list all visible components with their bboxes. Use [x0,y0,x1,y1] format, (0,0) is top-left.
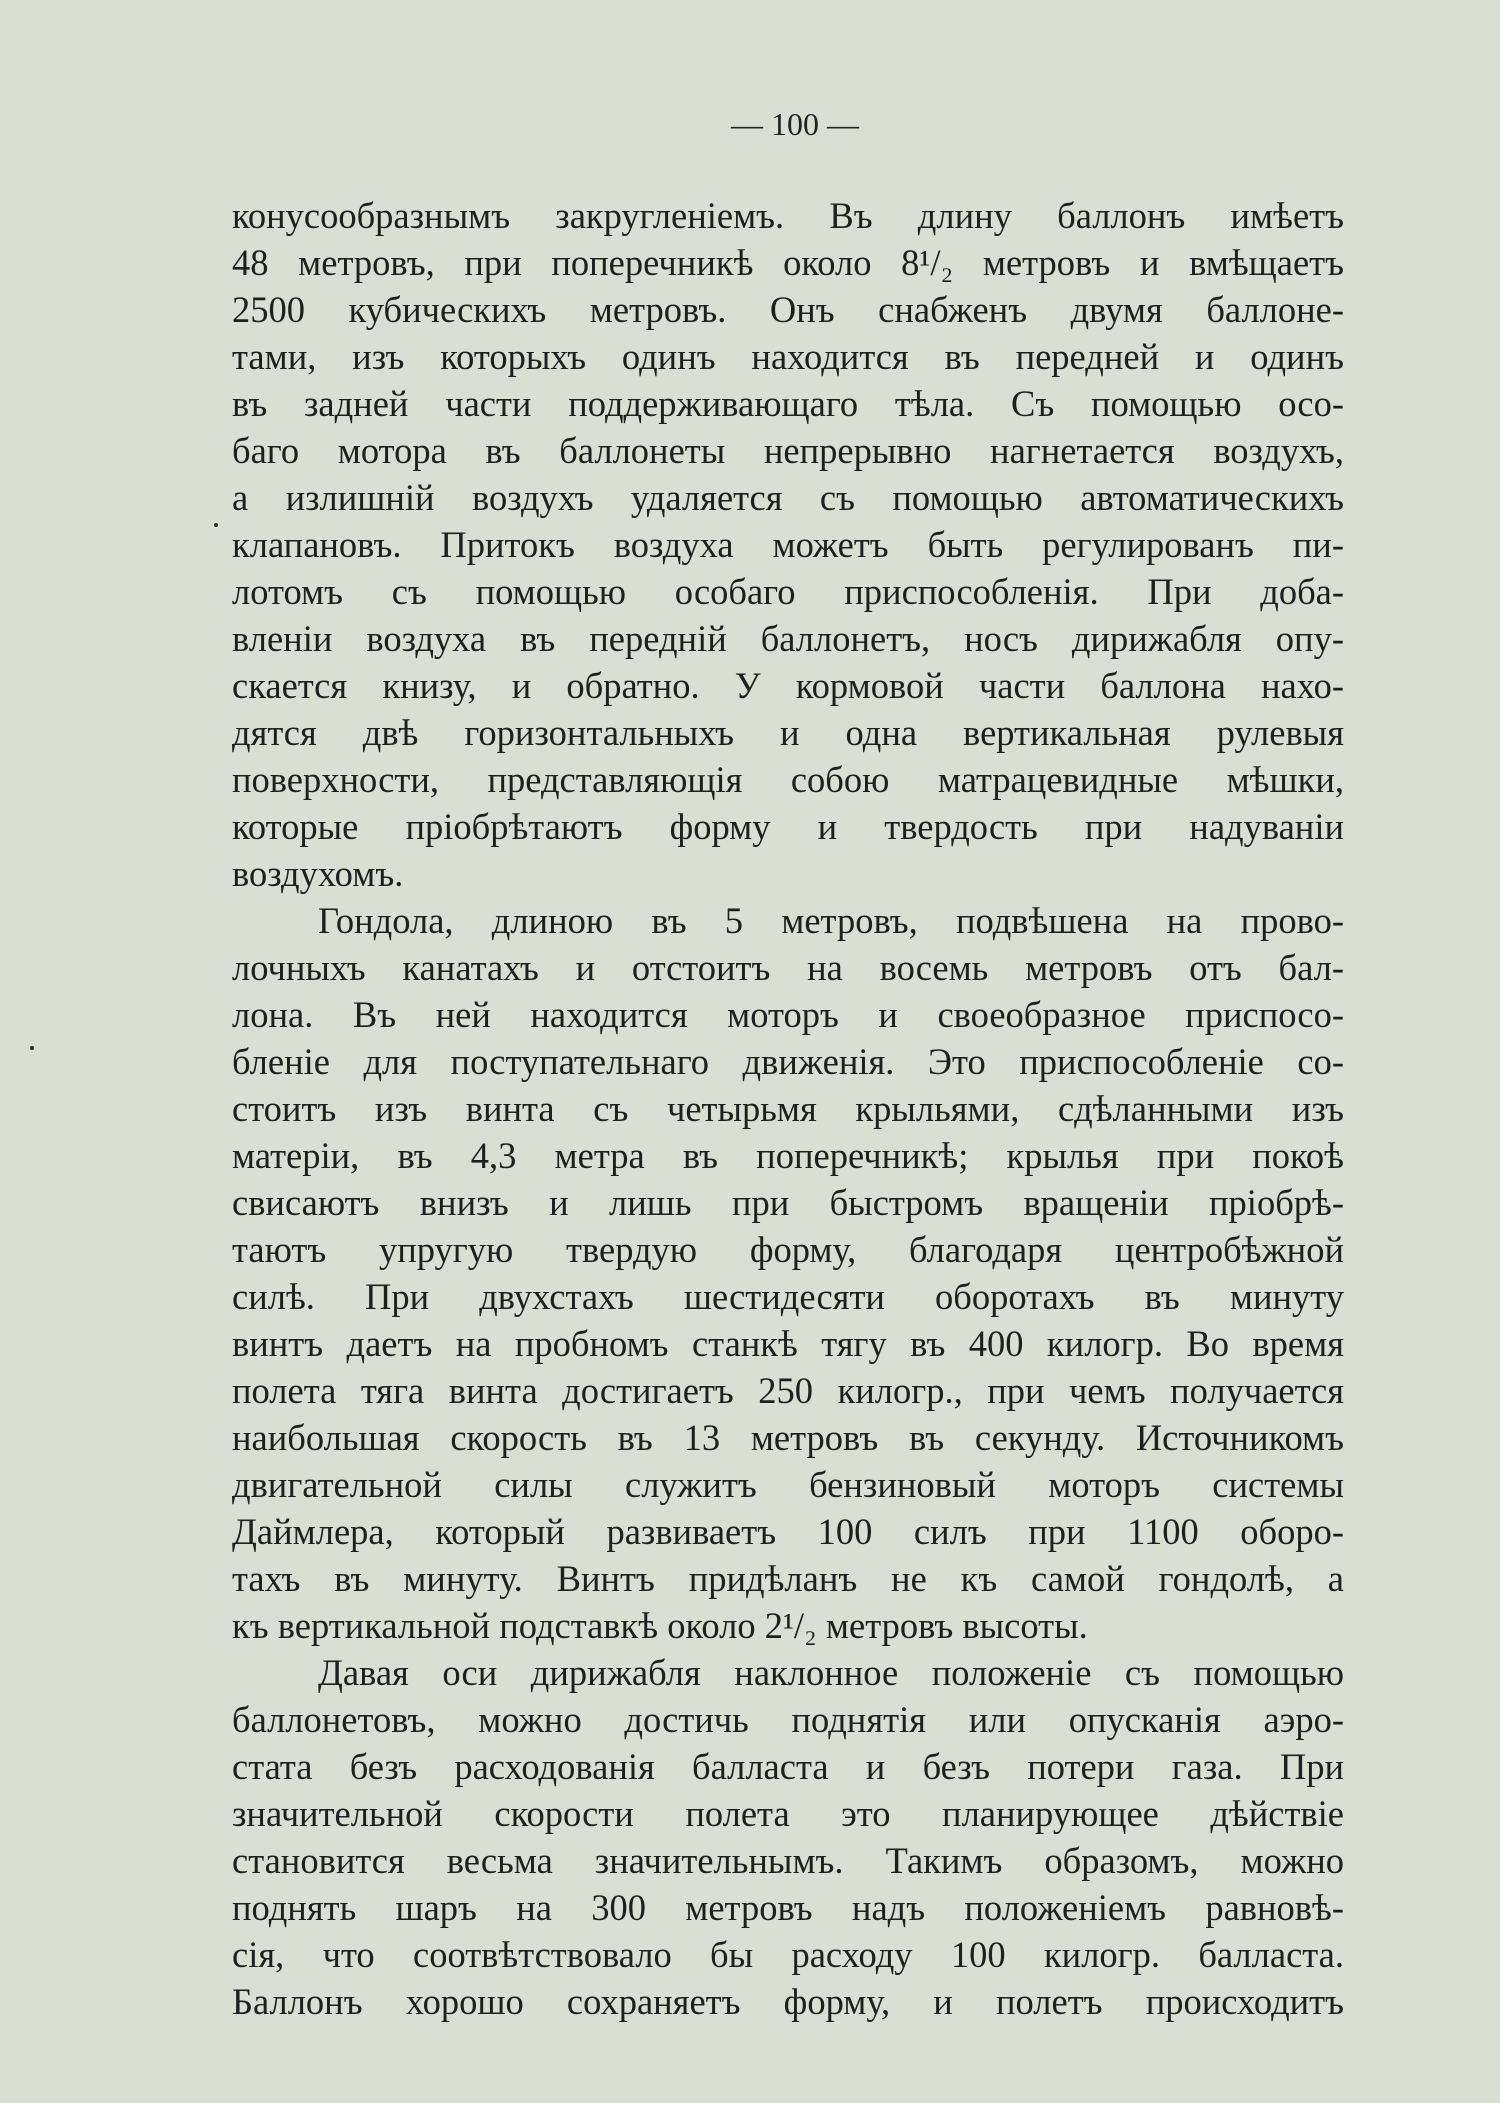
text-line: бленіе для поступательнаго движенія. Это приспособленіе со- [232,1041,1344,1082]
text-line: матеріи, въ 4,3 метра въ поперечникѣ; крылья при покоѣ [232,1135,1344,1176]
text-line: двигательной силы служитъ бензиновый моторъ системы [232,1464,1344,1505]
text-line: поднять шаръ на 300 метровъ надъ положеніемъ равновѣ- [232,1887,1344,1928]
text-line: клапановъ. Притокъ воздуха можетъ быть регулированъ пи- [232,524,1344,565]
text-line: полета тяга винта достигаетъ 250 килогр., при чемъ получается [232,1370,1344,1411]
text-line: 48 метровъ, при поперечникѣ около 8¹/₂ метровъ и вмѣщаетъ [232,242,1344,283]
text-line: скается книзу, и обратно. У кормовой части баллона нахо- [232,665,1344,706]
text-line: свисаютъ внизъ и лишь при быстромъ вращеніи пріобрѣ- [232,1182,1344,1223]
text-line: стата безъ расходованія балласта и безъ потери газа. При [232,1746,1344,1787]
text-line: таютъ упругую твердую форму, благодаря центробѣжной [232,1229,1344,1270]
print-speck [214,523,218,527]
text-line: сія, что соотвѣтствовало бы расходу 100 килогр. балласта. [232,1934,1344,1975]
text-line: становится весьма значительнымъ. Такимъ образомъ, можно [232,1840,1344,1881]
text-line: дятся двѣ горизонтальныхъ и одна вертикальная рулевыя [232,712,1344,753]
text-line: винтъ даетъ на пробномъ станкѣ тягу въ 400 килогр. Во время [232,1323,1344,1364]
text-line: а излишній воздухъ удаляется съ помощью автоматическихъ [232,477,1344,518]
text-line: которые пріобрѣтаютъ форму и твердость при надуваніи [232,806,1344,847]
text-line: тами, изъ которыхъ одинъ находится въ передней и одинъ [232,336,1344,377]
text-line: баллонетовъ, можно достичь поднятія или опусканія аэро- [232,1699,1344,1740]
text-line: конусообразнымъ закругленіемъ. Въ длину баллонъ имѣетъ [232,195,1344,236]
text-line: Даймлера, который развиваетъ 100 силъ при 1100 оборо- [232,1511,1344,1552]
text-line: въ задней части поддерживающаго тѣла. Съ помощью осо- [232,383,1344,424]
text-line: къ вертикальной подставкѣ около 2¹/₂ метровъ высоты. [232,1605,1088,1646]
body-text [232,192,1344,2025]
text-line: стоитъ изъ винта съ четырьмя крыльями, сдѣланными изъ [232,1088,1344,1129]
print-speck [30,1046,34,1050]
text-line: наибольшая скорость въ 13 метровъ въ секунду. Источникомъ [232,1417,1344,1458]
text-line: Баллонъ хорошо сохраняетъ форму, и полетъ происходитъ [232,1981,1344,2022]
text-line: Гондола, длиною въ 5 метровъ, подвѣшена на прово- [318,900,1344,941]
paragraph [232,897,1344,1649]
text-line: баго мотора въ баллонеты непрерывно нагнетается воздухъ, [232,430,1344,471]
text-line: лотомъ съ помощью особаго приспособленія. При доба- [232,571,1344,612]
text-line: Давая оси дирижабля наклонное положеніе съ помощью [318,1652,1344,1693]
text-line: лочныхъ канатахъ и отстоитъ на восемь метровъ отъ бал- [232,947,1344,988]
text-line: поверхности, представляющія собою матрацевидные мѣшки, [232,759,1344,800]
text-line: силѣ. При двухстахъ шестидесяти оборотахъ въ минуту [232,1276,1344,1317]
paragraph [232,192,1344,897]
text-line: лона. Въ ней находится моторъ и своеобразное приспосо- [232,994,1344,1035]
text-line: значительной скорости полета это планирующее дѣйствіе [232,1793,1344,1834]
paragraph [232,1649,1344,2025]
text-line: 2500 кубическихъ метровъ. Онъ снабженъ двумя баллоне- [232,289,1344,330]
text-line: тахъ въ минуту. Винтъ придѣланъ не къ самой гондолѣ, а [232,1558,1344,1599]
text-line: вленіи воздуха въ передній баллонетъ, носъ дирижабля опу- [232,618,1344,659]
page-number: — 100 — [731,106,859,142]
text-line: воздухомъ. [232,853,404,894]
